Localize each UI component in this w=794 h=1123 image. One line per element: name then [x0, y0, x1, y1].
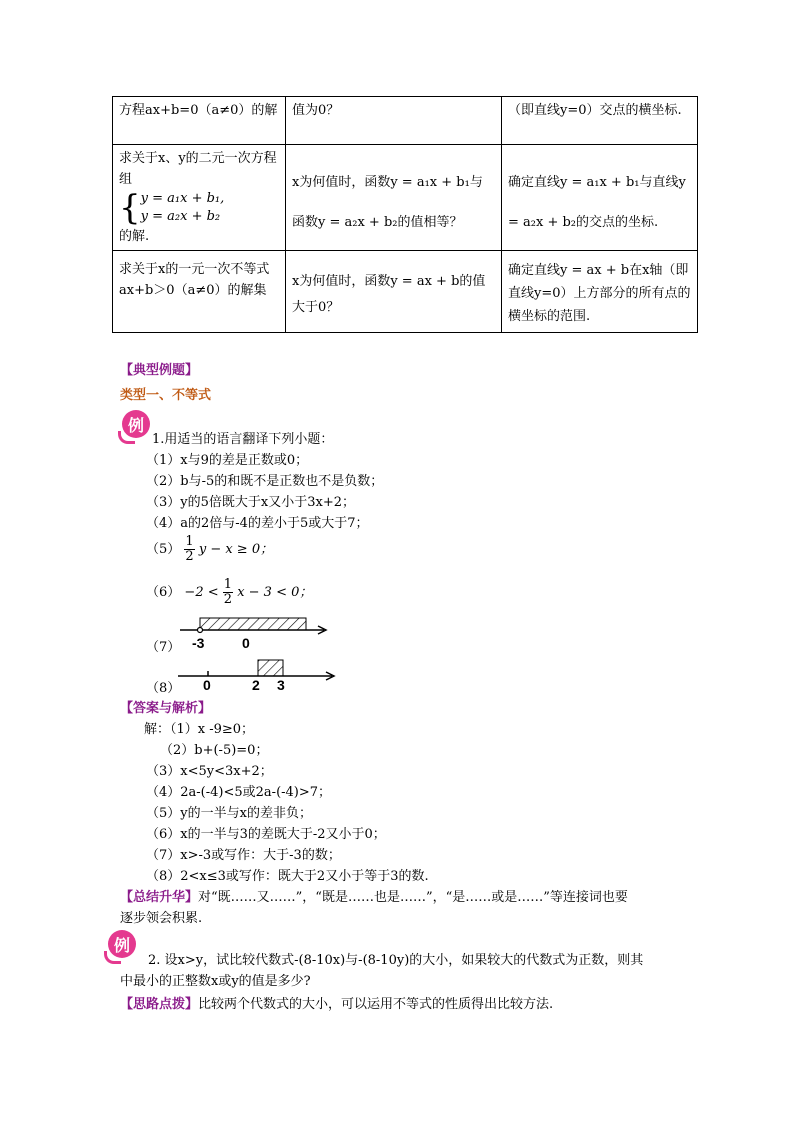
table-cell: （即直线y=0）交点的横坐标. — [502, 97, 698, 145]
hint: 【思路点拨】比较两个代数式的大小，可以运用不等式的性质得出比较方法. — [120, 997, 554, 1012]
example-badge-icon: 例 — [122, 410, 150, 438]
answer-line: （4）2a-(-4)<5或2a-(-4)>7； — [146, 785, 332, 800]
open-point — [198, 628, 203, 633]
question-2: 2. 设x>y，试比较代数式-(8-10x)与-(8-10y)的大小，如果较大的代数式为正数，则其 — [148, 953, 644, 968]
question-2-continued: 中最小的正整数x或y的值是多少? — [120, 974, 311, 989]
table-cell: x为何值时，函数y = ax + b的值大于0？ — [286, 251, 502, 333]
list-item-label: （8） — [146, 681, 181, 696]
question-1-stem: 1.用适当的语言翻译下列小题： — [152, 432, 334, 447]
table-cell: x为何值时，函数y = a₁x + b₁与函数y = a₂x + b₂的值相等？ — [286, 145, 502, 251]
tick-label: 0 — [203, 677, 211, 693]
tick-label: 3 — [277, 677, 285, 693]
table-cell: 确定直线y = a₁x + b₁与直线y = a₂x + b₂的交点的坐标. — [502, 145, 698, 251]
table-cell: 求关于x的一元一次不等式ax+b＞0（a≠0）的解集 — [113, 251, 286, 333]
answer-line: （8）2<x≤3或写作：既大于2又小于等于3的数. — [146, 869, 429, 884]
tick-label: 2 — [252, 677, 260, 693]
comparison-table — [112, 96, 698, 333]
table-row — [113, 97, 698, 145]
list-item: （2）b与-5的和既不是正数也不是负数； — [146, 474, 384, 489]
list-item: （4）a的2倍与-4的差小于5或大于7； — [146, 516, 369, 531]
tick-label: -3 — [192, 635, 205, 651]
table-row — [113, 145, 698, 251]
table-row — [113, 251, 698, 333]
summary: 【总结升华】对“既……又……”，“既是……也是……”，“是……或是……”等连接词也要 — [120, 890, 628, 905]
answer-line: （6）x的一半与3的差既大于-2又小于0； — [146, 827, 386, 842]
fraction: $\frac{1}{2}$ — [185, 534, 194, 564]
list-item: （1）x与9的差是正数或0； — [146, 453, 309, 468]
solution-region — [200, 618, 306, 630]
answer-line: 解：（1）x -9≥0； — [144, 722, 255, 737]
summary-continued: 逐步领会积累. — [120, 911, 203, 926]
list-item: （5） $\frac{1}{2}$ y − x ≥ 0； — [146, 534, 274, 564]
answer-title: 【答案与解析】 — [120, 701, 212, 716]
table-cell: 确定直线y = ax + b在x轴（即直线y=0）上方部分的所有点的横坐标的范围. — [502, 251, 698, 333]
type-title: 类型一、不等式 — [120, 388, 212, 403]
list-item-label: （7） — [146, 640, 181, 655]
answer-line: （2）b+(-5)=0； — [160, 743, 269, 758]
table-cell: 方程ax+b=0（a≠0）的解 — [113, 97, 286, 145]
equation-system: y = a₁x + b₁, y = a₂x + b₂ — [140, 191, 225, 224]
table-cell: 求关于x、y的二元一次方程组 {y = a₁x + b₁, y = a₂x + b₂ 的解. — [113, 145, 286, 251]
solution-region — [258, 660, 283, 676]
tick-label: 0 — [242, 635, 250, 651]
number-line-7 — [176, 612, 336, 652]
answer-line: （5）y的一半与x的差非负； — [146, 806, 312, 821]
fraction: $\frac{1}{2}$ — [223, 577, 233, 607]
table-cell: 值为0？ — [286, 97, 502, 145]
example-badge-icon: 例 — [108, 930, 136, 958]
section-title: 【典型例题】 — [120, 363, 199, 378]
number-line-8 — [176, 654, 341, 694]
answer-line: （7）x>-3或写作：大于-3的数； — [146, 848, 341, 863]
list-item: （3）y的5倍既大于x又小于3x+2； — [146, 495, 355, 510]
answer-line: （3）x<5y<3x+2； — [146, 764, 273, 779]
list-item: （6） −2 < $\frac{1}{2}$ x − 3 < 0； — [146, 577, 313, 607]
